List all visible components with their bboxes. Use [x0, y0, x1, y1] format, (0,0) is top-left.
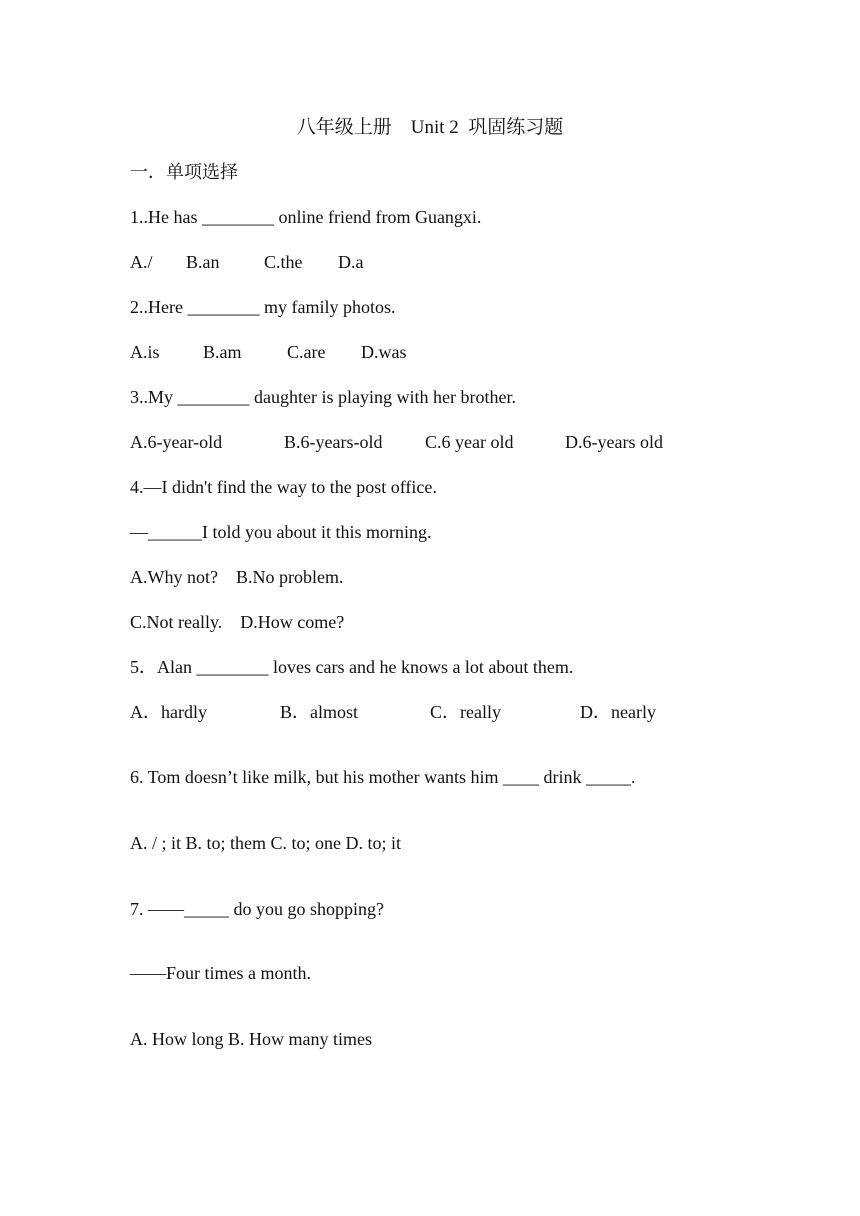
- question-1-option-d: D.a: [338, 252, 364, 272]
- question-4-options-line-1: A.Why not? B.No problem.: [130, 567, 344, 587]
- question-7-options: A. How long B. How many times: [130, 1029, 372, 1049]
- question-1-option-a: A./: [130, 252, 153, 272]
- question-5-option-d: D．nearly: [580, 702, 656, 722]
- question-4-response: —______I told you about it this morning.: [130, 522, 432, 542]
- question-2-option-c: C.are: [287, 342, 326, 362]
- question-5-option-c: C．really: [430, 702, 501, 722]
- question-3-option-c: C.6 year old: [425, 432, 514, 452]
- question-4-options-line-2: C.Not really. D.How come?: [130, 612, 345, 632]
- question-3-option-a: A.6-year-old: [130, 432, 223, 452]
- question-6-stem: 6. Tom doesn’t like milk, but his mother wants him ____ drink _____.: [130, 767, 636, 787]
- question-1-stem: 1..He has ________ online friend from Guangxi.: [130, 207, 482, 227]
- question-1-option-b: B.an: [186, 252, 220, 272]
- question-3-stem: 3..My ________ daughter is playing with her brother.: [130, 387, 516, 407]
- question-3-option-d: D.6-years old: [565, 432, 663, 452]
- question-2-option-a: A.is: [130, 342, 160, 362]
- question-1-option-c: C.the: [264, 252, 303, 272]
- question-5-option-a: A．hardly: [130, 702, 207, 722]
- question-7-answer: ——Four times a month.: [130, 963, 311, 983]
- page-title: 八年级上册 Unit 2 巩固练习题: [296, 117, 564, 138]
- question-5-option-b: B．almost: [280, 702, 359, 722]
- question-5-stem: 5．Alan ________ loves cars and he knows a lot about them.: [130, 657, 574, 677]
- question-2-option-d: D.was: [361, 342, 407, 362]
- section-heading: 一．单项选择: [130, 162, 238, 182]
- question-7-stem: 7. ——_____ do you go shopping?: [130, 899, 384, 919]
- question-2-option-b: B.am: [203, 342, 242, 362]
- question-2-stem: 2..Here ________ my family photos.: [130, 297, 396, 317]
- question-4-stem: 4.—I didn't find the way to the post office.: [130, 477, 437, 497]
- question-3-option-b: B.6-years-old: [284, 432, 383, 452]
- question-6-options: A. / ; it B. to; them C. to; one D. to; it: [130, 833, 402, 853]
